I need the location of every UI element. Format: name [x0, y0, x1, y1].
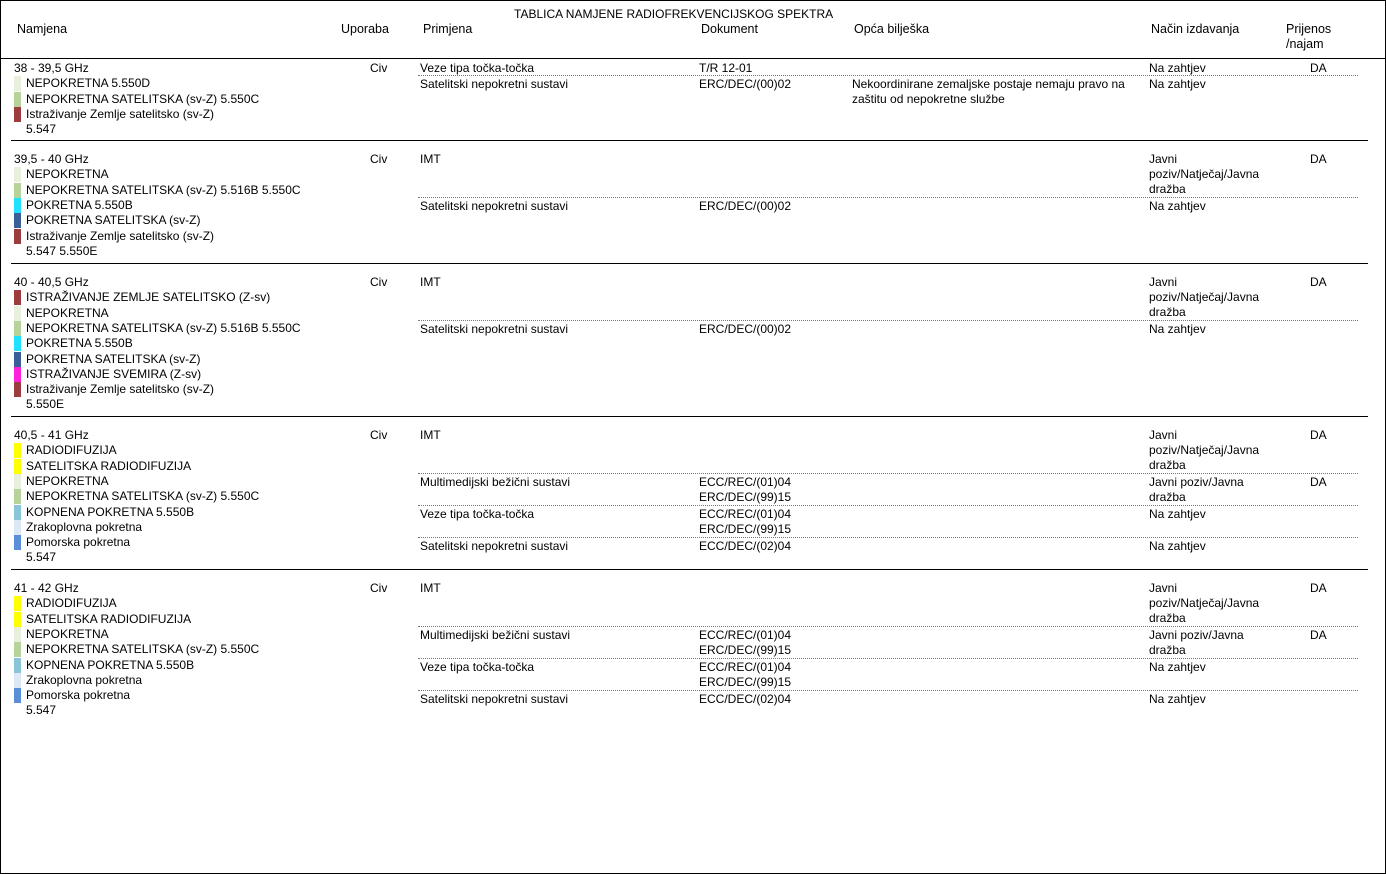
allocation-label: POKRETNA 5.550B — [26, 197, 133, 212]
allocation-label: NEPOKRETNA SATELITSKA (sv-Z) 5.550C — [26, 91, 260, 106]
application-prijenos: DA — [1310, 475, 1327, 489]
band-uporaba: Civ — [370, 152, 388, 166]
table-title: TABLICA NAMJENE RADIOFREKVENCIJSKOG SPEKTRA — [514, 7, 834, 21]
application-dokument: ERC/DEC/(00)02 — [699, 77, 792, 91]
application-primjena: Satelitski nepokretni sustavi — [420, 199, 569, 213]
allocation-color-swatch — [14, 367, 21, 382]
allocation-color-swatch — [14, 489, 21, 504]
allocation-label: NEPOKRETNA SATELITSKA (sv-Z) 5.550C — [26, 642, 260, 657]
band-uporaba: Civ — [370, 275, 388, 289]
band-frequency: 40 - 40,5 GHz — [14, 275, 89, 289]
application-nacin-izdavanja: Na zahtjev — [1149, 77, 1206, 91]
application-primjena: Veze tipa točka-točka — [420, 660, 535, 674]
application-primjena: IMT — [420, 581, 441, 595]
application-dokument: ECC/REC/(01)04 — [699, 507, 792, 521]
application-primjena: IMT — [420, 152, 441, 166]
header-primjena: Primjena — [423, 22, 473, 36]
application-primjena: Satelitski nepokretni sustavi — [420, 77, 569, 91]
application-dokument: ERC/DEC/(99)15 — [699, 643, 792, 658]
allocation-label: Zrakoplovna pokretna — [26, 519, 143, 534]
band-separator — [11, 263, 1368, 264]
application-dokument: ERC/DEC/(99)15 — [699, 522, 792, 537]
row-divider — [418, 320, 1358, 321]
application-nacin-izdavanja: Na zahtjev — [1149, 61, 1206, 75]
application-primjena: Multimedijski bežični sustavi — [420, 475, 571, 489]
application-nacin-izdavanja: Na zahtjev — [1149, 199, 1206, 213]
application-primjena: Satelitski nepokretni sustavi — [420, 322, 569, 336]
allocation-label: NEPOKRETNA SATELITSKA (sv-Z) 5.516B 5.550C — [26, 320, 301, 335]
allocation-color-swatch — [14, 535, 21, 550]
application-nacin-izdavanja: Na zahtjev — [1149, 692, 1206, 706]
application-dokument: ECC/REC/(01)04 — [699, 475, 792, 489]
allocation-label: Istraživanje Zemlje satelitsko (sv-Z) — [26, 228, 215, 243]
application-dokument: ECC/REC/(01)04 — [699, 660, 792, 674]
application-primjena: IMT — [420, 275, 441, 289]
allocation-label: RADIODIFUZIJA — [26, 443, 117, 458]
allocation-color-swatch — [14, 459, 21, 474]
band-frequency: 40,5 - 41 GHz — [14, 428, 89, 442]
application-primjena: Satelitski nepokretni sustavi — [420, 692, 569, 706]
row-divider — [418, 626, 1358, 627]
allocation-color-swatch — [14, 688, 21, 703]
application-dokument: ECC/REC/(01)04 — [699, 628, 792, 642]
allocation-label: RADIODIFUZIJA — [26, 596, 117, 611]
application-dokument: T/R 12-01 — [699, 61, 753, 75]
application-nacin-izdavanja: Javni poziv/Natječaj/Javna dražba — [1149, 152, 1260, 196]
application-nacin-izdavanja: Javni poziv/Natječaj/Javna dražba — [1149, 581, 1260, 625]
application-dokument: ERC/DEC/(00)02 — [699, 322, 792, 336]
header-namjena: Namjena — [17, 22, 68, 36]
allocation-color-swatch — [14, 612, 21, 627]
allocation-label: NEPOKRETNA — [26, 167, 109, 182]
allocation-color-swatch — [14, 642, 21, 657]
allocation-color-swatch — [14, 474, 21, 489]
allocation-color-swatch — [14, 306, 21, 321]
band-uporaba: Civ — [370, 581, 388, 595]
allocation-label: SATELITSKA RADIODIFUZIJA — [26, 611, 192, 626]
application-dokument: ERC/DEC/(00)02 — [699, 199, 792, 213]
band-separator — [11, 569, 1368, 570]
application-nacin-izdavanja: Javni poziv/Natječaj/Javna dražba — [1149, 428, 1260, 472]
allocation-color-swatch — [14, 183, 21, 198]
application-nacin-izdavanja: Na zahtjev — [1149, 322, 1206, 336]
allocation-color-swatch — [14, 505, 21, 520]
header-dokument: Dokument — [701, 22, 758, 36]
allocation-color-swatch — [14, 443, 21, 458]
row-divider — [418, 197, 1358, 198]
allocation-color-swatch — [14, 627, 21, 642]
band-uporaba: Civ — [370, 428, 388, 442]
application-primjena: IMT — [420, 428, 441, 442]
table-header — [1, 1, 1385, 59]
allocation-color-swatch — [14, 596, 21, 611]
allocation-label: POKRETNA SATELITSKA (sv-Z) — [26, 213, 201, 228]
allocation-footnote: 5.547 — [26, 122, 57, 137]
application-prijenos: DA — [1310, 581, 1327, 595]
allocation-label: NEPOKRETNA — [26, 473, 109, 488]
allocation-color-swatch — [14, 213, 21, 228]
allocation-label: Istraživanje Zemlje satelitsko (sv-Z) — [26, 382, 215, 397]
application-nacin-izdavanja: Javni poziv/Natječaj/Javna dražba — [1149, 275, 1260, 319]
allocation-color-swatch — [14, 76, 21, 91]
allocation-label: ISTRAŽIVANJE ZEMLJE SATELITSKO (Z-sv) — [26, 290, 271, 305]
application-nacin-izdavanja: Javni poziv/Javna dražba — [1149, 475, 1244, 504]
application-prijenos: DA — [1310, 275, 1327, 289]
allocation-footnote: 5.547 — [26, 550, 57, 565]
application-primjena: Veze tipa točka-točka — [420, 507, 535, 521]
application-prijenos: DA — [1310, 152, 1327, 166]
allocation-label: NEPOKRETNA — [26, 305, 109, 320]
allocation-color-swatch — [14, 229, 21, 244]
allocation-color-swatch — [14, 352, 21, 367]
application-prijenos: DA — [1310, 61, 1327, 75]
allocation-color-swatch — [14, 167, 21, 182]
band-separator — [11, 140, 1368, 141]
allocation-label: Istraživanje Zemlje satelitsko (sv-Z) — [26, 106, 215, 121]
row-divider — [418, 505, 1358, 506]
header-uporaba: Uporaba — [341, 22, 389, 36]
band-separator — [11, 416, 1368, 417]
application-nacin-izdavanja: Javni poziv/Javna dražba — [1149, 628, 1244, 657]
row-divider — [418, 537, 1358, 538]
application-nacin-izdavanja: Na zahtjev — [1149, 507, 1206, 521]
allocation-color-swatch — [14, 198, 21, 213]
allocation-label: KOPNENA POKRETNA 5.550B — [26, 504, 195, 519]
application-dokument: ECC/DEC/(02)04 — [699, 539, 792, 553]
row-divider — [418, 75, 1358, 76]
application-primjena: Satelitski nepokretni sustavi — [420, 539, 569, 553]
allocation-footnote: 5.547 — [26, 703, 57, 718]
application-dokument: ECC/DEC/(02)04 — [699, 692, 792, 706]
allocation-label: KOPNENA POKRETNA 5.550B — [26, 657, 195, 672]
application-dokument: ERC/DEC/(99)15 — [699, 490, 792, 505]
allocation-label: SATELITSKA RADIODIFUZIJA — [26, 458, 192, 473]
row-divider — [418, 658, 1358, 659]
band-frequency: 38 - 39,5 GHz — [14, 61, 89, 75]
allocation-label: Zrakoplovna pokretna — [26, 672, 143, 687]
allocation-footnote: 5.550E — [26, 397, 65, 412]
application-primjena: Veze tipa točka-točka — [420, 61, 535, 75]
allocation-label: NEPOKRETNA SATELITSKA (sv-Z) 5.516B 5.550C — [26, 182, 301, 197]
band-uporaba: Civ — [370, 61, 388, 75]
allocation-label: Pomorska pokretna — [26, 535, 131, 550]
allocation-color-swatch — [14, 290, 21, 305]
header-opca-biljeska: Opća bilješka — [854, 22, 930, 36]
band-frequency: 39,5 - 40 GHz — [14, 152, 89, 166]
allocation-label: POKRETNA SATELITSKA (sv-Z) — [26, 351, 201, 366]
header-prijenos-najam: Prijenos /najam — [1286, 22, 1332, 51]
allocation-footnote: 5.547 5.550E — [26, 243, 98, 258]
application-prijenos: DA — [1310, 628, 1327, 642]
allocation-label: ISTRAŽIVANJE SVEMIRA (Z-sv) — [26, 366, 202, 381]
allocation-label: NEPOKRETNA — [26, 626, 109, 641]
application-nacin-izdavanja: Na zahtjev — [1149, 660, 1206, 674]
application-nacin-izdavanja: Na zahtjev — [1149, 539, 1206, 553]
allocation-color-swatch — [14, 520, 21, 535]
allocation-color-swatch — [14, 673, 21, 688]
application-opca-biljeska: Nekoordinirane zemaljske postaje nemaju pravo na zaštitu od nepokretne službe — [852, 77, 1125, 106]
allocation-label: NEPOKRETNA SATELITSKA (sv-Z) 5.550C — [26, 489, 260, 504]
allocation-label: Pomorska pokretna — [26, 688, 131, 703]
band-frequency: 41 - 42 GHz — [14, 581, 79, 595]
allocation-color-swatch — [14, 321, 21, 336]
allocation-label: POKRETNA 5.550B — [26, 336, 133, 351]
row-divider — [418, 473, 1358, 474]
allocation-label: NEPOKRETNA 5.550D — [26, 76, 151, 91]
allocation-color-swatch — [14, 107, 21, 122]
allocation-color-swatch — [14, 92, 21, 107]
application-dokument: ERC/DEC/(99)15 — [699, 675, 792, 690]
allocation-color-swatch — [14, 336, 21, 351]
header-nacin-izdavanja: Način izdavanja — [1151, 22, 1240, 36]
row-divider — [418, 690, 1358, 691]
application-prijenos: DA — [1310, 428, 1327, 442]
allocation-color-swatch — [14, 382, 21, 397]
application-primjena: Multimedijski bežični sustavi — [420, 628, 571, 642]
allocation-color-swatch — [14, 658, 21, 673]
